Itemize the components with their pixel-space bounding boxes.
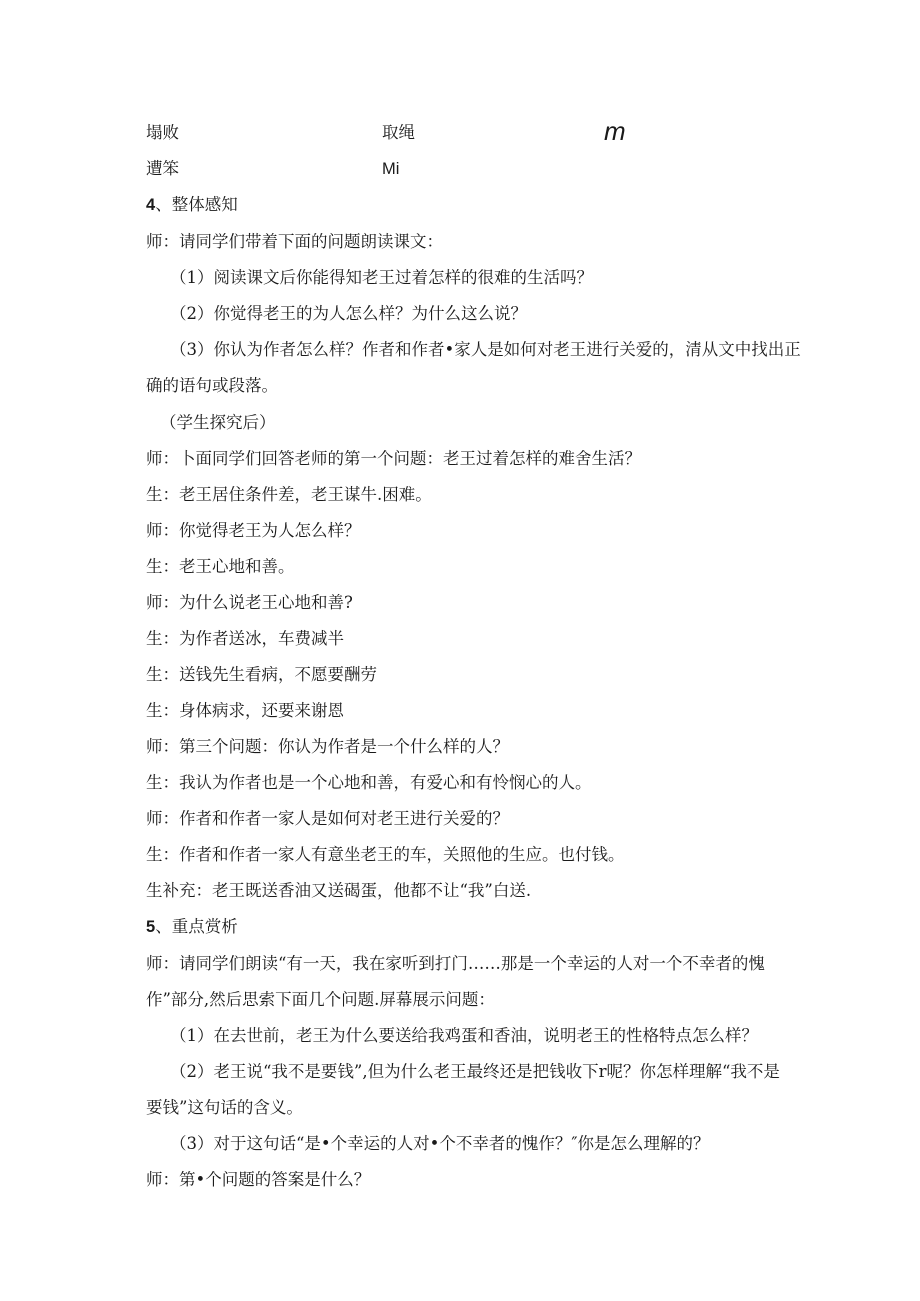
section-title: 、整体感知 xyxy=(155,195,238,214)
vocab-word: 取绳 xyxy=(382,123,415,142)
question-item: （1）阅读课文后你能得知老王过着怎样的很难的生活吗？ xyxy=(170,268,593,287)
dialogue-line: 师：请同学们带着下面的问题朗读课文： xyxy=(146,232,443,251)
stage-note: （学生探究后） xyxy=(160,413,276,432)
vocab-word: Mi xyxy=(382,160,400,178)
dialogue-line: 师：第三个问题：你认为作者是一个什么样的人？ xyxy=(146,737,509,756)
dialogue-line: 师：请同学们朗读“有一天，我在家听到打门……那是一个幸运的人对一个不幸者的愧 xyxy=(146,954,765,973)
question-item: （2）你觉得老王的为人怎么样？为什么这么说？ xyxy=(170,304,527,323)
section-number: 4 xyxy=(146,196,156,214)
dialogue-line: 生补充：老王既送香油又送碣蛋，他都不让“我”白送. xyxy=(146,881,532,900)
vocab-word: 遭笨 xyxy=(146,159,179,178)
dialogue-line: 生：为作者送冰，车费减半 xyxy=(146,629,344,648)
question-item: （1）在去世前，老王为什么要送给我鸡蛋和香油，说明老王的性格特点怎么样？ xyxy=(170,1026,758,1045)
question-item: （3）对于这句话“是•个幸运的人对•个不幸者的愧作？″你是怎么理解的？ xyxy=(170,1134,710,1153)
dialogue-line-continued: 作”部分,然后思索下面几个问题.屏幕展示问题： xyxy=(146,990,495,1009)
question-item-continued: 要钱”这句话的含义。 xyxy=(146,1098,303,1117)
dialogue-line: 生：身体病求，还要来谢恩 xyxy=(146,701,344,720)
dialogue-line: 师：为什么说老王心地和善? xyxy=(146,593,353,612)
section-title: 、重点赏析 xyxy=(155,917,238,936)
dialogue-line: 生：老王居住条件差，老王谋牛.困难。 xyxy=(146,485,432,504)
dialogue-line: 师：你觉得老王为人怎么样？ xyxy=(146,521,361,540)
question-item: （2）老王说“我不是要钱”,但为什么老王最终还是把钱收下r呢？你怎样理解“我不是 xyxy=(170,1062,780,1081)
dialogue-line: 生：作者和作者一家人有意坐老王的车，关照他的生应。也付钱。 xyxy=(146,845,625,864)
dialogue-line: 师：作者和作者一家人是如何对老王进行关爱的？ xyxy=(146,809,509,828)
dialogue-line: 师：第•个问题的答案是什么？ xyxy=(146,1170,371,1189)
dialogue-line: 生：老王心地和善。 xyxy=(146,557,295,576)
vocab-word: 塌败 xyxy=(146,123,179,142)
dialogue-line: 生：我认为作者也是一个心地和善，有爱心和有怜悯心的人。 xyxy=(146,773,592,792)
question-item-continued: 确的语句或段落。 xyxy=(146,376,278,395)
question-item: （3）你认为作者怎么样？作者和作者•家人是如何对老王进行关爱的，清从文中找出正 xyxy=(170,340,801,359)
section-number: 5 xyxy=(146,918,156,936)
vocab-word: m xyxy=(604,116,626,146)
dialogue-line: 生：送钱先生看病，不愿要酬劳 xyxy=(146,665,377,684)
dialogue-line: 师：卜面同学们回答老师的第一个问题：老王过着怎样的难舍生活？ xyxy=(146,449,641,468)
section-heading xyxy=(146,195,238,215)
section-heading xyxy=(146,917,238,937)
